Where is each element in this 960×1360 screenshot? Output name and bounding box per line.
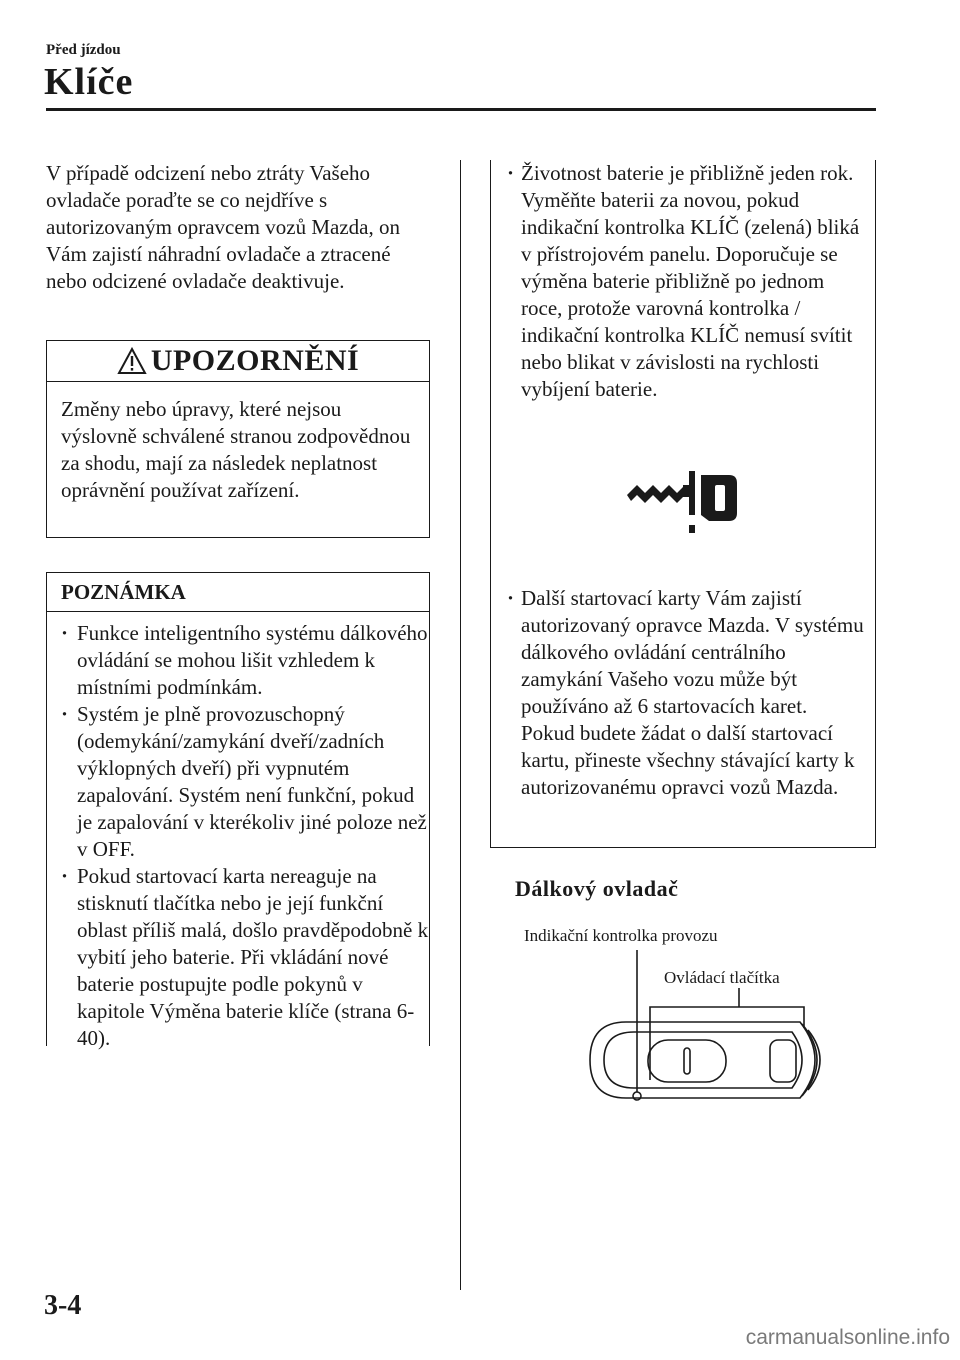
unlock-lock-button <box>648 1040 726 1082</box>
note-list-continued-2 <box>491 585 875 801</box>
title-rule <box>46 108 876 111</box>
warning-box <box>46 340 430 538</box>
list-item: · Životnost baterie je přibližně jeden rok. Vyměňte baterii za novou, pokud indikační kontrolka KLÍČ (zelená) bliká v přístrojovém panelu. Doporučuje se výměna baterie přibližně po jednom roce, protože varovná kontrolka / indikační kontrolka KLÍČ nemusí svítit nebo blikat v závislosti na rychlosti vybíjení baterie. <box>491 160 875 403</box>
trunk-button <box>770 1040 796 1082</box>
callout-indicator-label: Indikační kontrolka provozu <box>524 926 718 945</box>
column-divider <box>460 160 461 1290</box>
callout-buttons-label: Ovládací tlačítka <box>664 968 780 987</box>
button-divider <box>684 1048 690 1074</box>
note-title: POZNÁMKA <box>47 573 429 612</box>
list-item: · Funkce inteligentního systému dálkového ovládání se mohou lišit vzhledem k místními podmínkám. <box>47 620 429 701</box>
section-label: Před jízdou <box>46 42 121 58</box>
indicator-light <box>633 1092 641 1100</box>
warning-title: UPOZORNĚNÍ <box>150 344 360 377</box>
intro-paragraph: V případě odcizení nebo ztráty Vašeho ovladače poraďte se co nejdříve s autorizovaným opravcem vozů Mazda, on Vám zajistí náhradní ovladače a ztracené nebo odcizené ovladače deaktivuje. <box>46 161 400 293</box>
note-list-continued <box>491 160 875 403</box>
list-item: · Další startovací karty Vám zajistí autorizovaný opravce Mazda. V systému dálkového ovládání centrálního zamykání Vašeho vozu může být používáno až 6 startovacích karet. Pokud budete žádat o další startovací kartu, přineste všechny stávající karty k autorizovanému opravci vozů Mazda. <box>491 585 875 801</box>
callout-line <box>650 1007 804 1080</box>
note-box-continued <box>490 160 876 848</box>
page-number: 3-4 <box>44 1290 82 1321</box>
key-warning-indicator-icon <box>625 465 741 541</box>
warning-text: Změny nebo úpravy, které nejsou výslovně schválené stranou zodpovědnou za shodu, mají za následek neplatnost oprávnění používat zařízení. <box>61 397 411 502</box>
watermark: carmanualsonline.info <box>745 1326 950 1349</box>
page-title: Klíče <box>44 61 134 103</box>
note-box <box>46 572 430 1050</box>
list-item: · Pokud startovací karta nereaguje na stisknutí tlačítka nebo je její funkční oblast příliš malá, došlo pravděpodobně k vybití jeho baterie. Při vkládání nové baterie postupujte podle pokynů v kapitole Výměna baterie klíče (strana 6-40). <box>47 863 429 1052</box>
warning-triangle-icon <box>117 347 147 375</box>
note-list <box>47 612 429 1052</box>
remote-heading: Dálkový ovladač <box>515 876 679 901</box>
warning-header <box>47 341 429 382</box>
list-item: · Systém je plně provozuschopný (odemykání/zamykání dveří/zadních výklopných dveří) při vypnutém zapalování. Systém není funkční, pokud je zapalování v kterékoliv jiné poloze než v OFF. <box>47 701 429 863</box>
remote-key-illustration <box>586 950 846 1150</box>
